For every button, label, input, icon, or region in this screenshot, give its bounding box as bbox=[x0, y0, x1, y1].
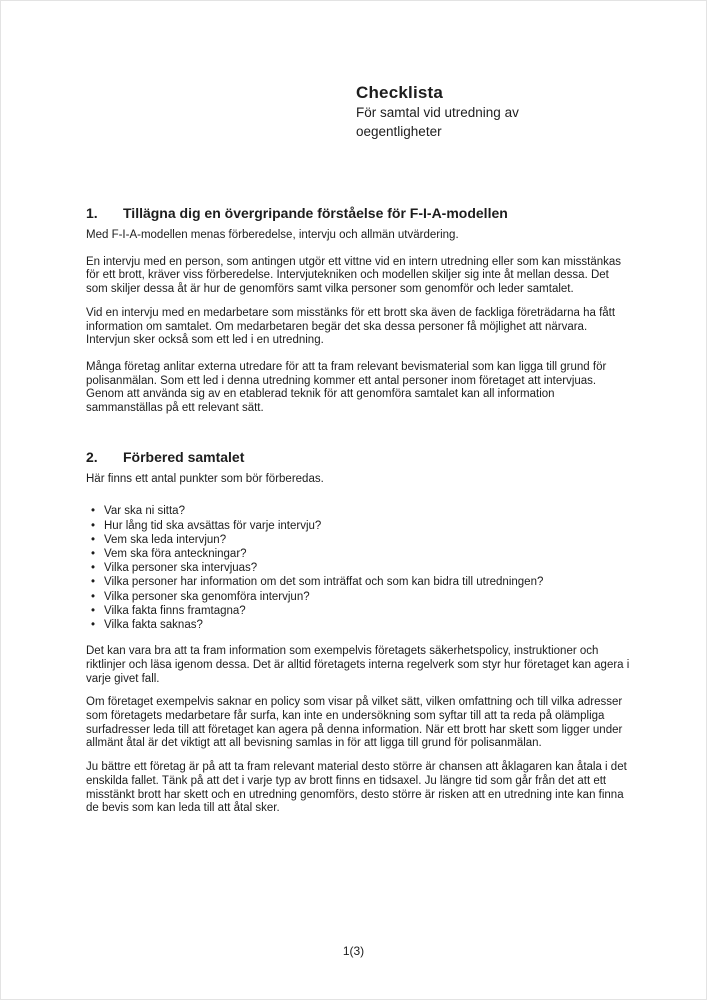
paragraph: En intervju med en person, som antingen utgör ett vittne vid en intern utredning eller som kan misstänkas för ett brott, kräver viss förberedelse. Intervjutekniken och modellen skiljer sig inte åt mellan dessa. Det som skiljer dessa åt är hur de genomförs samt vilka personer som genomför och leder samtalet. bbox=[86, 255, 622, 296]
paragraph: Om företaget exempelvis saknar en policy som visar på vilket sätt, vilken omfattning och till vilka adresser som företagets medarbetare får surfa, kan inte en undersökning som syftar till att ta reda på olämpliga surfadresser leda till att företaget kan agera på denna information. När ett brott har skett som ligger under allmänt åtal är det viktigt att all bevisning samlas in för att ligga till grund för polisanmälan. bbox=[86, 696, 623, 750]
list-item: • Var ska ni sitta? bbox=[86, 504, 631, 518]
list-item: • Vilka fakta saknas? bbox=[86, 618, 631, 632]
list-item: • Vilka personer har information om det som inträffat och som kan bidra till utredningen? bbox=[86, 575, 631, 589]
page-number: 1(3) bbox=[342, 944, 365, 958]
document-title: Checklista bbox=[356, 83, 444, 102]
section-1-number: 1. bbox=[86, 205, 98, 221]
paragraph: Många företag anlitar externa utredare för att ta fram relevant bevismaterial som kan ligga till grund för polisanmälan. Som ett led i denna utredning kommer ett antal personer inom företaget att intervjuas. Genom att använda sig av en etablerad teknik för att genomföra samtalet kan all information sammanställas på ett relevant sätt. bbox=[86, 360, 607, 415]
list-item: • Hur lång tid ska avsättas för varje intervju? bbox=[86, 519, 631, 533]
section-1-title: Tillägna dig en övergripande förståelse för F-I-A-modellen bbox=[123, 205, 508, 221]
paragraph: Det kan vara bra att ta fram information som exempelvis företagets säkerhetspolicy, instruktioner och riktlinjer och läsa igenom dessa. Det är alltid företagets interna regelverk som styr hur företaget kan agera i varje givet fall. bbox=[86, 645, 630, 685]
list-item: • Vem ska föra anteckningar? bbox=[86, 547, 631, 561]
paragraph: Vid en intervju med en medarbetare som misstänks för ett brott ska även de fackliga företrädarna ha fått information om samtalet. Om medarbetaren begär det ska dessa personer få möjlighet att närvara. Intervjun sker också som ett led i en utredning. bbox=[86, 306, 616, 347]
document-subtitle-line-1: För samtal vid utredning av bbox=[356, 105, 519, 120]
section-2-intro: Här finns ett antal punkter som bör förberedas. bbox=[86, 472, 324, 485]
document-subtitle-line-2: oegentligheter bbox=[356, 124, 442, 139]
paragraph: Ju bättre ett företag är på att ta fram relevant material desto större är chansen att åklagaren kan åtala i det enskilda fallet. Tänk på att det i varje typ av brott finns en tidsaxel. Ju längre tid som går från det att ett misstänkt brott har skett och en utredning genomförs, desto större är risken att en utredning inte kan finna de bevis som kan leda till att åtal sker. bbox=[86, 761, 627, 815]
section-2-title: Förbered samtalet bbox=[123, 448, 245, 465]
list-item: • Vilka fakta finns framtagna? bbox=[86, 604, 631, 618]
section-1-heading bbox=[86, 205, 631, 221]
list-item: • Vilka personer ska intervjuas? bbox=[86, 561, 631, 575]
list-item: • Vilka personer ska genomföra intervjun? bbox=[86, 590, 631, 604]
document-header bbox=[356, 83, 706, 141]
section-2-number: 2. bbox=[86, 448, 98, 465]
document-body bbox=[86, 205, 631, 816]
paragraph: Med F-I-A-modellen menas förberedelse, intervju och allmän utvärdering. bbox=[86, 229, 459, 241]
section-2-heading bbox=[86, 449, 631, 465]
list-item: • Vem ska leda intervjun? bbox=[86, 533, 631, 547]
preparation-checklist bbox=[86, 504, 631, 632]
